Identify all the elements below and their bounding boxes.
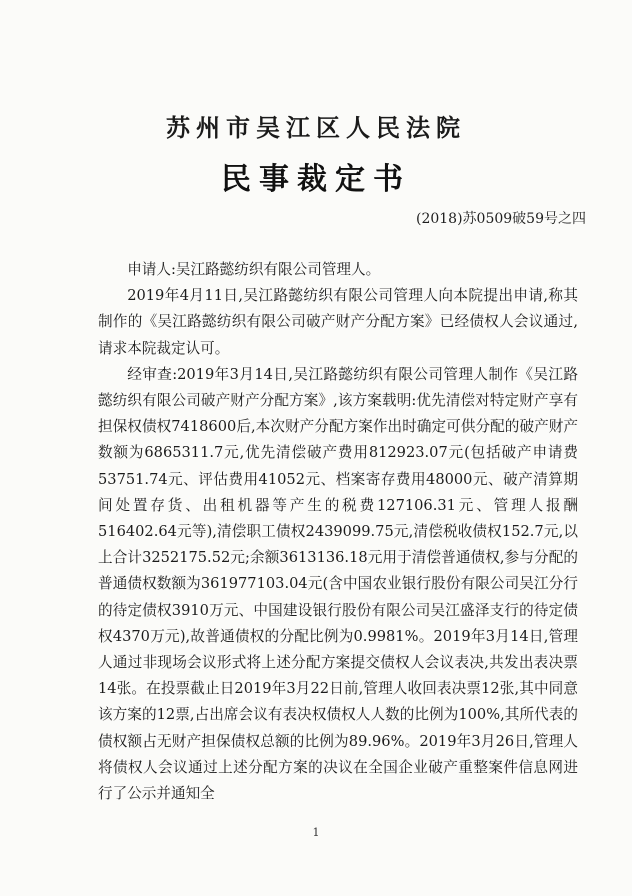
application-paragraph: 2019年4月11日,吴江路懿纺织有限公司管理人向本院提出申请,称其制作的《吴江路懿纺织有限公司破产财产分配方案》已经债权人会议通过,请求本院裁定认可。 [98, 287, 578, 357]
page-number: 1 [312, 826, 320, 839]
document-title: 民事裁定书 [221, 162, 411, 197]
court-name: 苏州市吴江区人民法院 [166, 113, 466, 142]
document-body [98, 257, 578, 807]
applicant-paragraph: 申请人:吴江路懿纺织有限公司管理人。 [127, 261, 381, 278]
case-number: (2018)苏0509破59号之四 [416, 211, 586, 227]
review-paragraph: 经审查:2019年3月14日,吴江路懿纺织有限公司管理人制作《吴江路懿纺织有限公司破产财产分配方案》,该方案载明:优先清偿对特定财产享有担保权债权7418600后,本次财产分配方案作出时确定可供分配的破产财产数额为6865311.7元,优先清偿破产费用812923.07元(包括破产申请费53751.74元、评估费用41052元、档案寄存费用48000元、破产清算期间处置存货、出租机器等产生的税费127106.31元、管理人报酬516402.64元等),清偿职工债权2439099.75元,清偿税收债权152.7元,以上合计3252175.52元;余额3613136.18元用于清偿普通债权,参与分配的普通债权数额为361977103.04元(含中国农业银行股份有限公司吴江分行的待定债权3910万元、中国建设银行股份有限公司吴江盛泽支行的待定债权4370万元),故普通债权的分配比例为0.9981%。2019年3月14日,管理人通过非现场会议形式将上述分配方案提交债权人会议表决,共发出表决票14张。在投票截止日2019年3月22日前,管理人收回表决票12张,其中同意该方案的12票,占出席会议有表决权债权人人数的比例为100%,其所代表的债权额占无财产担保债权总额的比例为89.96%。2019年3月26日,管理人将债权人会议通过上述分配方案的决议在全国企业破产重整案件信息网进行了公示并通知全 [98, 365, 578, 803]
